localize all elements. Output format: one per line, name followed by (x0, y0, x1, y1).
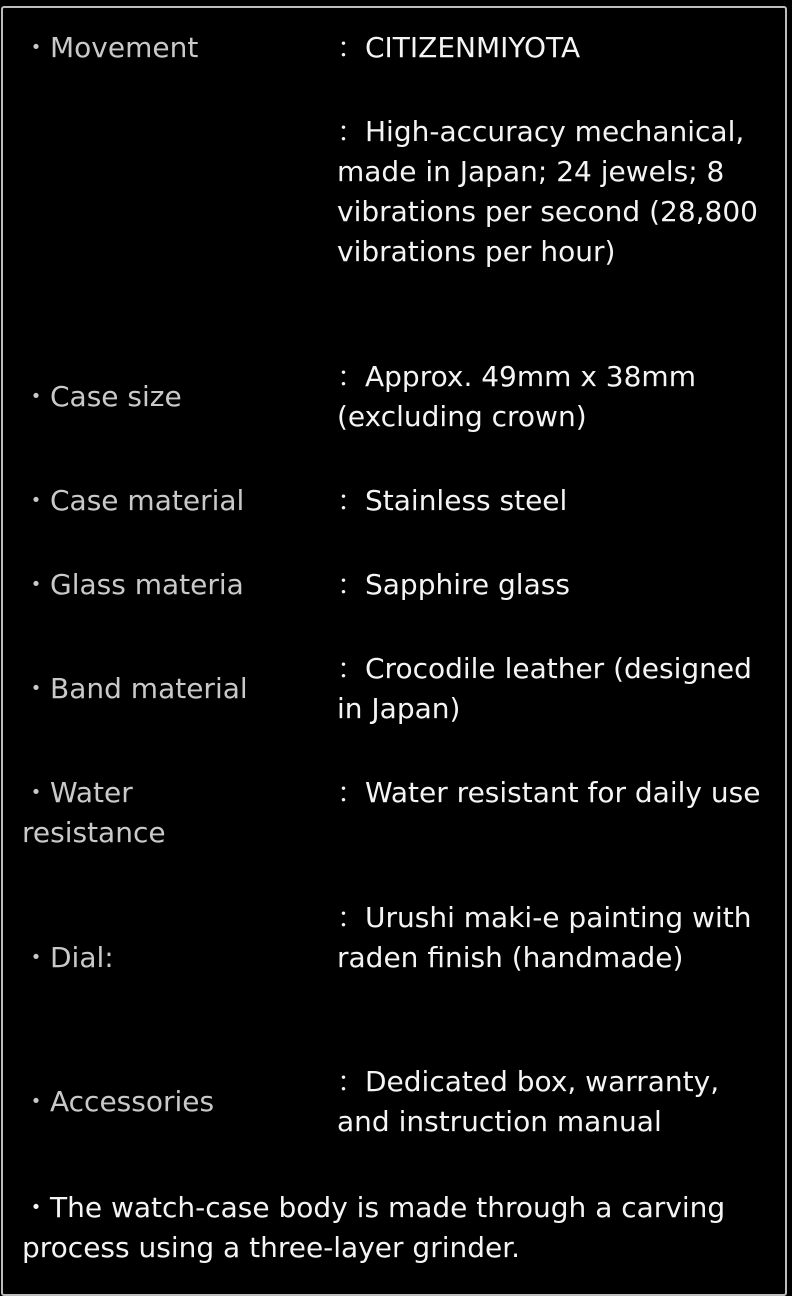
spec-value-band-material: ：Crocodile leather (designed in Japan) (337, 652, 752, 725)
spec-value-glass-material: ：Sapphire glass (337, 568, 570, 601)
spec-value-water-resistance: ：Water resistant for daily use (337, 776, 761, 809)
spec-label-glass-material: ・Glass materia (22, 568, 244, 601)
spec-label-dial: ・Dial: (22, 941, 114, 974)
spec-label-band-material: ・Band material (22, 672, 248, 705)
spec-value-movement: ：CITIZENMIYOTA (337, 31, 581, 64)
spec-value-accessories: ：Dedicated box, warranty, and instruction manual (337, 1065, 720, 1138)
construction-note: ・The watch-case body is made through a carving process using a three-layer grinder. (22, 1191, 726, 1264)
spec-label-case-size: ・Case size (22, 380, 182, 413)
spec-label-accessories: ・Accessories (22, 1085, 215, 1118)
spec-label-water-resistance: ・Water resistance (22, 776, 166, 849)
spec-label-movement: ・Movement (22, 31, 199, 64)
spec-label-case-material: ・Case material (22, 484, 245, 517)
spec-value-dial: ：Urushi maki-e painting with raden finish (handmade) (337, 901, 752, 974)
spec-value-case-size: ：Approx. 49mm x 38mm (excluding crown) (337, 360, 696, 433)
spec-value-case-material: ：Stainless steel (337, 484, 568, 517)
spec-value-movement-details: ：High-accuracy mechanical, made in Japan; 24 jewels; 8 vibrations per second (28,800 vibrations per hour) (337, 115, 758, 268)
